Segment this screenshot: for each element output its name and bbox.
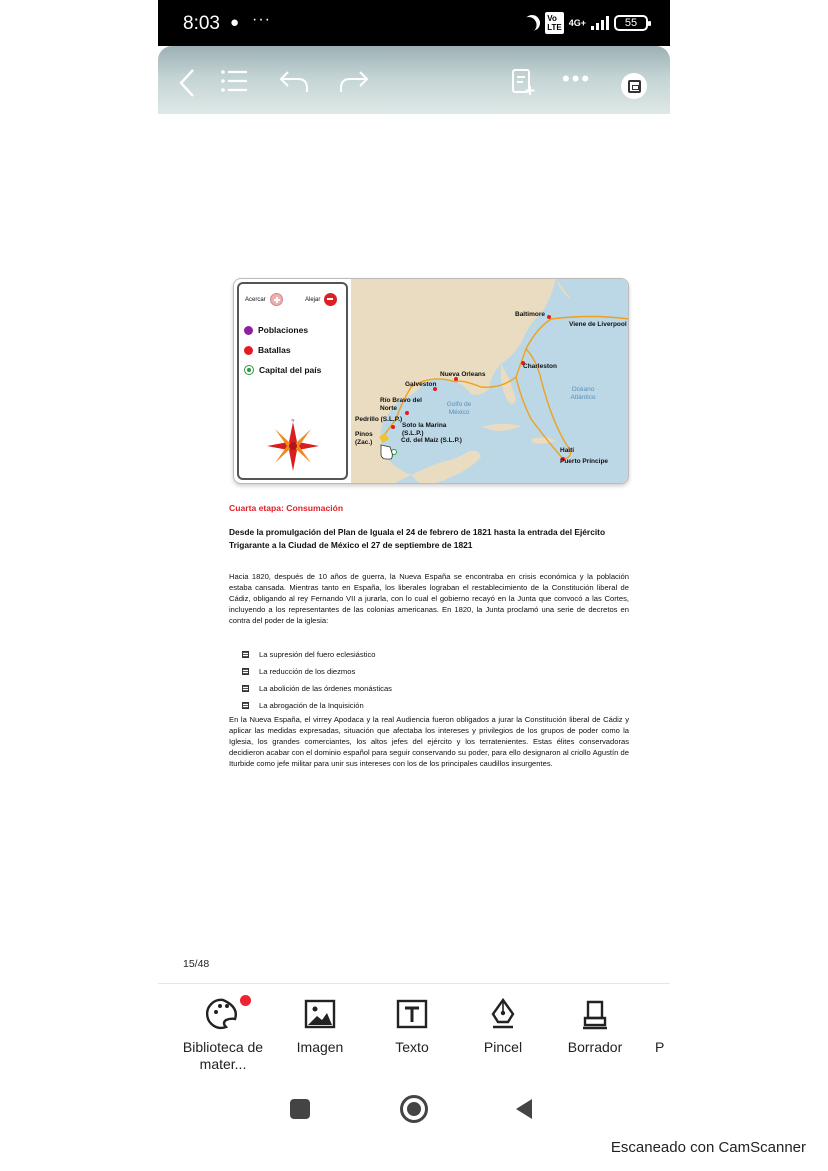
zoom-in-label: Acercar	[245, 296, 266, 303]
list-item	[242, 646, 542, 663]
list-item-text: La reducción de los diezmos	[259, 667, 356, 676]
page-indicator: 15/48	[183, 958, 210, 970]
place-galveston: Galveston	[405, 381, 437, 388]
signal-icon	[591, 16, 609, 30]
list-item	[242, 680, 542, 697]
notification-dot	[240, 995, 251, 1006]
pen-icon	[458, 997, 548, 1031]
phone-screen	[158, 0, 670, 1130]
svg-text:N: N	[291, 419, 295, 423]
zoom-in-icon	[270, 293, 283, 306]
battery-icon: 55	[614, 15, 648, 31]
home-button[interactable]	[400, 1095, 428, 1123]
edit-tools-bar	[158, 997, 670, 1077]
status-icons	[524, 13, 648, 33]
map-legend	[237, 282, 348, 480]
place-puerto-principe: Puerto Príncipe	[560, 458, 609, 465]
volte-icon: Vo LTE	[547, 14, 562, 32]
editor-toolbar	[158, 46, 670, 114]
zoom-out-label: Alejar	[305, 296, 321, 303]
route-map	[351, 279, 629, 484]
tool-label: Biblioteca de mater...	[182, 1039, 264, 1072]
legend-item-batallas	[244, 345, 291, 355]
tool-label: P	[655, 1039, 665, 1055]
list-item	[242, 697, 542, 714]
legend-item-capital	[244, 365, 321, 375]
bullet-icon	[242, 685, 249, 692]
place-cd-maiz: Cd. del Maíz (S.L.P.)	[401, 437, 462, 444]
scanner-watermark: Escaneado con CamScanner	[610, 1139, 806, 1156]
zoom-out-button[interactable]	[305, 293, 337, 306]
text-icon	[367, 997, 457, 1031]
place-liverpool: Viene de Liverpool	[569, 321, 627, 328]
list-item-text: La abolición de las órdenes monásticas	[259, 684, 392, 693]
palette-icon	[178, 997, 268, 1031]
tool-imagen[interactable]	[275, 997, 365, 1056]
network-type: 4G+	[568, 18, 586, 28]
bullet-icon	[242, 668, 249, 675]
place-haiti: Haití	[560, 447, 575, 454]
paragraph-2: En la Nueva España, el virrey Apodaca y la real Audiencia fueron obligados a jurar la Constitución liberal de Cádiz y aplicar las medidas expresadas, situación que afectaba los intereses y privilegios de los grupos de poder como la Iglesia, los grandes comerciantes, los altos jefes del ejército y los terratenientes. Estas élites conservadoras decidieron acabar con el dominio español para seguir conservando su poder, para ello designaron al criollo Agustín de Iturbide como jefe militar para unir sus intereses con los de los principales caudillos insurgentes.	[229, 715, 629, 768]
tool-texto[interactable]	[367, 997, 457, 1056]
divider	[158, 983, 670, 984]
tool-partial[interactable]	[655, 997, 675, 1056]
place-pinos: Pinos (Zac.)	[355, 431, 373, 446]
legend-item-poblaciones	[244, 325, 308, 335]
tool-biblioteca[interactable]	[178, 997, 268, 1073]
tool-partial-icon	[655, 997, 675, 1031]
save-icon[interactable]	[621, 73, 647, 99]
image-icon	[275, 997, 365, 1031]
capital-star-icon	[244, 365, 254, 375]
system-nav-bar	[158, 1092, 670, 1126]
list-icon[interactable]	[220, 68, 248, 98]
eraser-icon	[550, 997, 640, 1031]
bullet-icon	[242, 702, 249, 709]
list-item-text: La abrogación de la Inquisición	[259, 701, 364, 710]
chat-notification-icon: ●	[230, 14, 240, 31]
lead-paragraph: Desde la promulgación del Plan de Iguala el 24 de febrero de 1821 hasta la entrada del Ejército Trigarante a la Ciudad de México el 27 de septiembre de 1821	[229, 527, 606, 550]
compass-rose-icon	[263, 419, 323, 474]
sea-golfo: Golfo de México	[446, 401, 472, 416]
tool-label: Texto	[395, 1039, 429, 1055]
undo-icon[interactable]	[278, 68, 310, 98]
redo-icon[interactable]	[338, 68, 370, 98]
zoom-out-icon	[324, 293, 337, 306]
place-rio-bravo: Río Bravo del Norte	[380, 397, 422, 412]
section-title: Cuarta etapa: Consumación	[229, 503, 344, 513]
place-nueva-orleans: Nueva Orleans	[440, 371, 486, 378]
zoom-in-button[interactable]	[245, 293, 283, 306]
tool-label: Imagen	[296, 1039, 344, 1055]
map-figure	[233, 278, 629, 484]
status-bar	[158, 0, 670, 46]
tool-pincel[interactable]	[458, 997, 548, 1056]
back-button[interactable]	[516, 1099, 532, 1119]
status-time: 8:03	[183, 13, 220, 34]
do-not-disturb-icon	[521, 12, 543, 34]
purple-dot-icon	[244, 326, 253, 335]
recents-button[interactable]	[290, 1099, 310, 1119]
paragraph-1: Hacia 1820, después de 10 años de guerra, la Nueva España se encontraba en crisis económica y la población estaba cansada. Mientras tanto en España, los liberales lograban el restablecimiento de la Constitución liberal de Cádiz, obligando al rey Fernando VII a jurarla, con lo cual el gobierno recayó en la Junta que convocó a las Cortes, incluyendo a los representantes de las colonias americanas. En 1820, la Junta proclamó una serie de decretos en contra del poder de la iglesia:	[229, 572, 629, 625]
decree-list	[242, 646, 542, 714]
legend-label: Capital del país	[259, 365, 322, 375]
legend-label: Batallas	[258, 345, 291, 355]
more-icon[interactable]: •••	[562, 66, 592, 91]
tool-borrador[interactable]	[550, 997, 640, 1056]
list-item-text: La supresión del fuero eclesiástico	[259, 650, 376, 659]
back-icon[interactable]	[178, 68, 196, 102]
tool-label: Pincel	[483, 1039, 523, 1055]
tool-label: Borrador	[567, 1039, 623, 1055]
place-soto-marina: Soto la Marina (S.L.P.)	[402, 422, 447, 437]
place-charleston: Charleston	[523, 363, 557, 370]
more-notifications-icon: ···	[252, 11, 271, 28]
place-pedrillo: Pedrillo (S.L.P.)	[355, 416, 403, 423]
map-background	[351, 279, 629, 484]
add-note-icon[interactable]	[510, 68, 536, 100]
list-item	[242, 663, 542, 680]
red-dot-icon	[244, 346, 253, 355]
place-baltimore: Baltimore	[515, 311, 545, 318]
legend-label: Poblaciones	[258, 325, 309, 335]
bullet-icon	[242, 651, 249, 658]
sea-oceano: Océano Atlántico	[570, 386, 596, 401]
